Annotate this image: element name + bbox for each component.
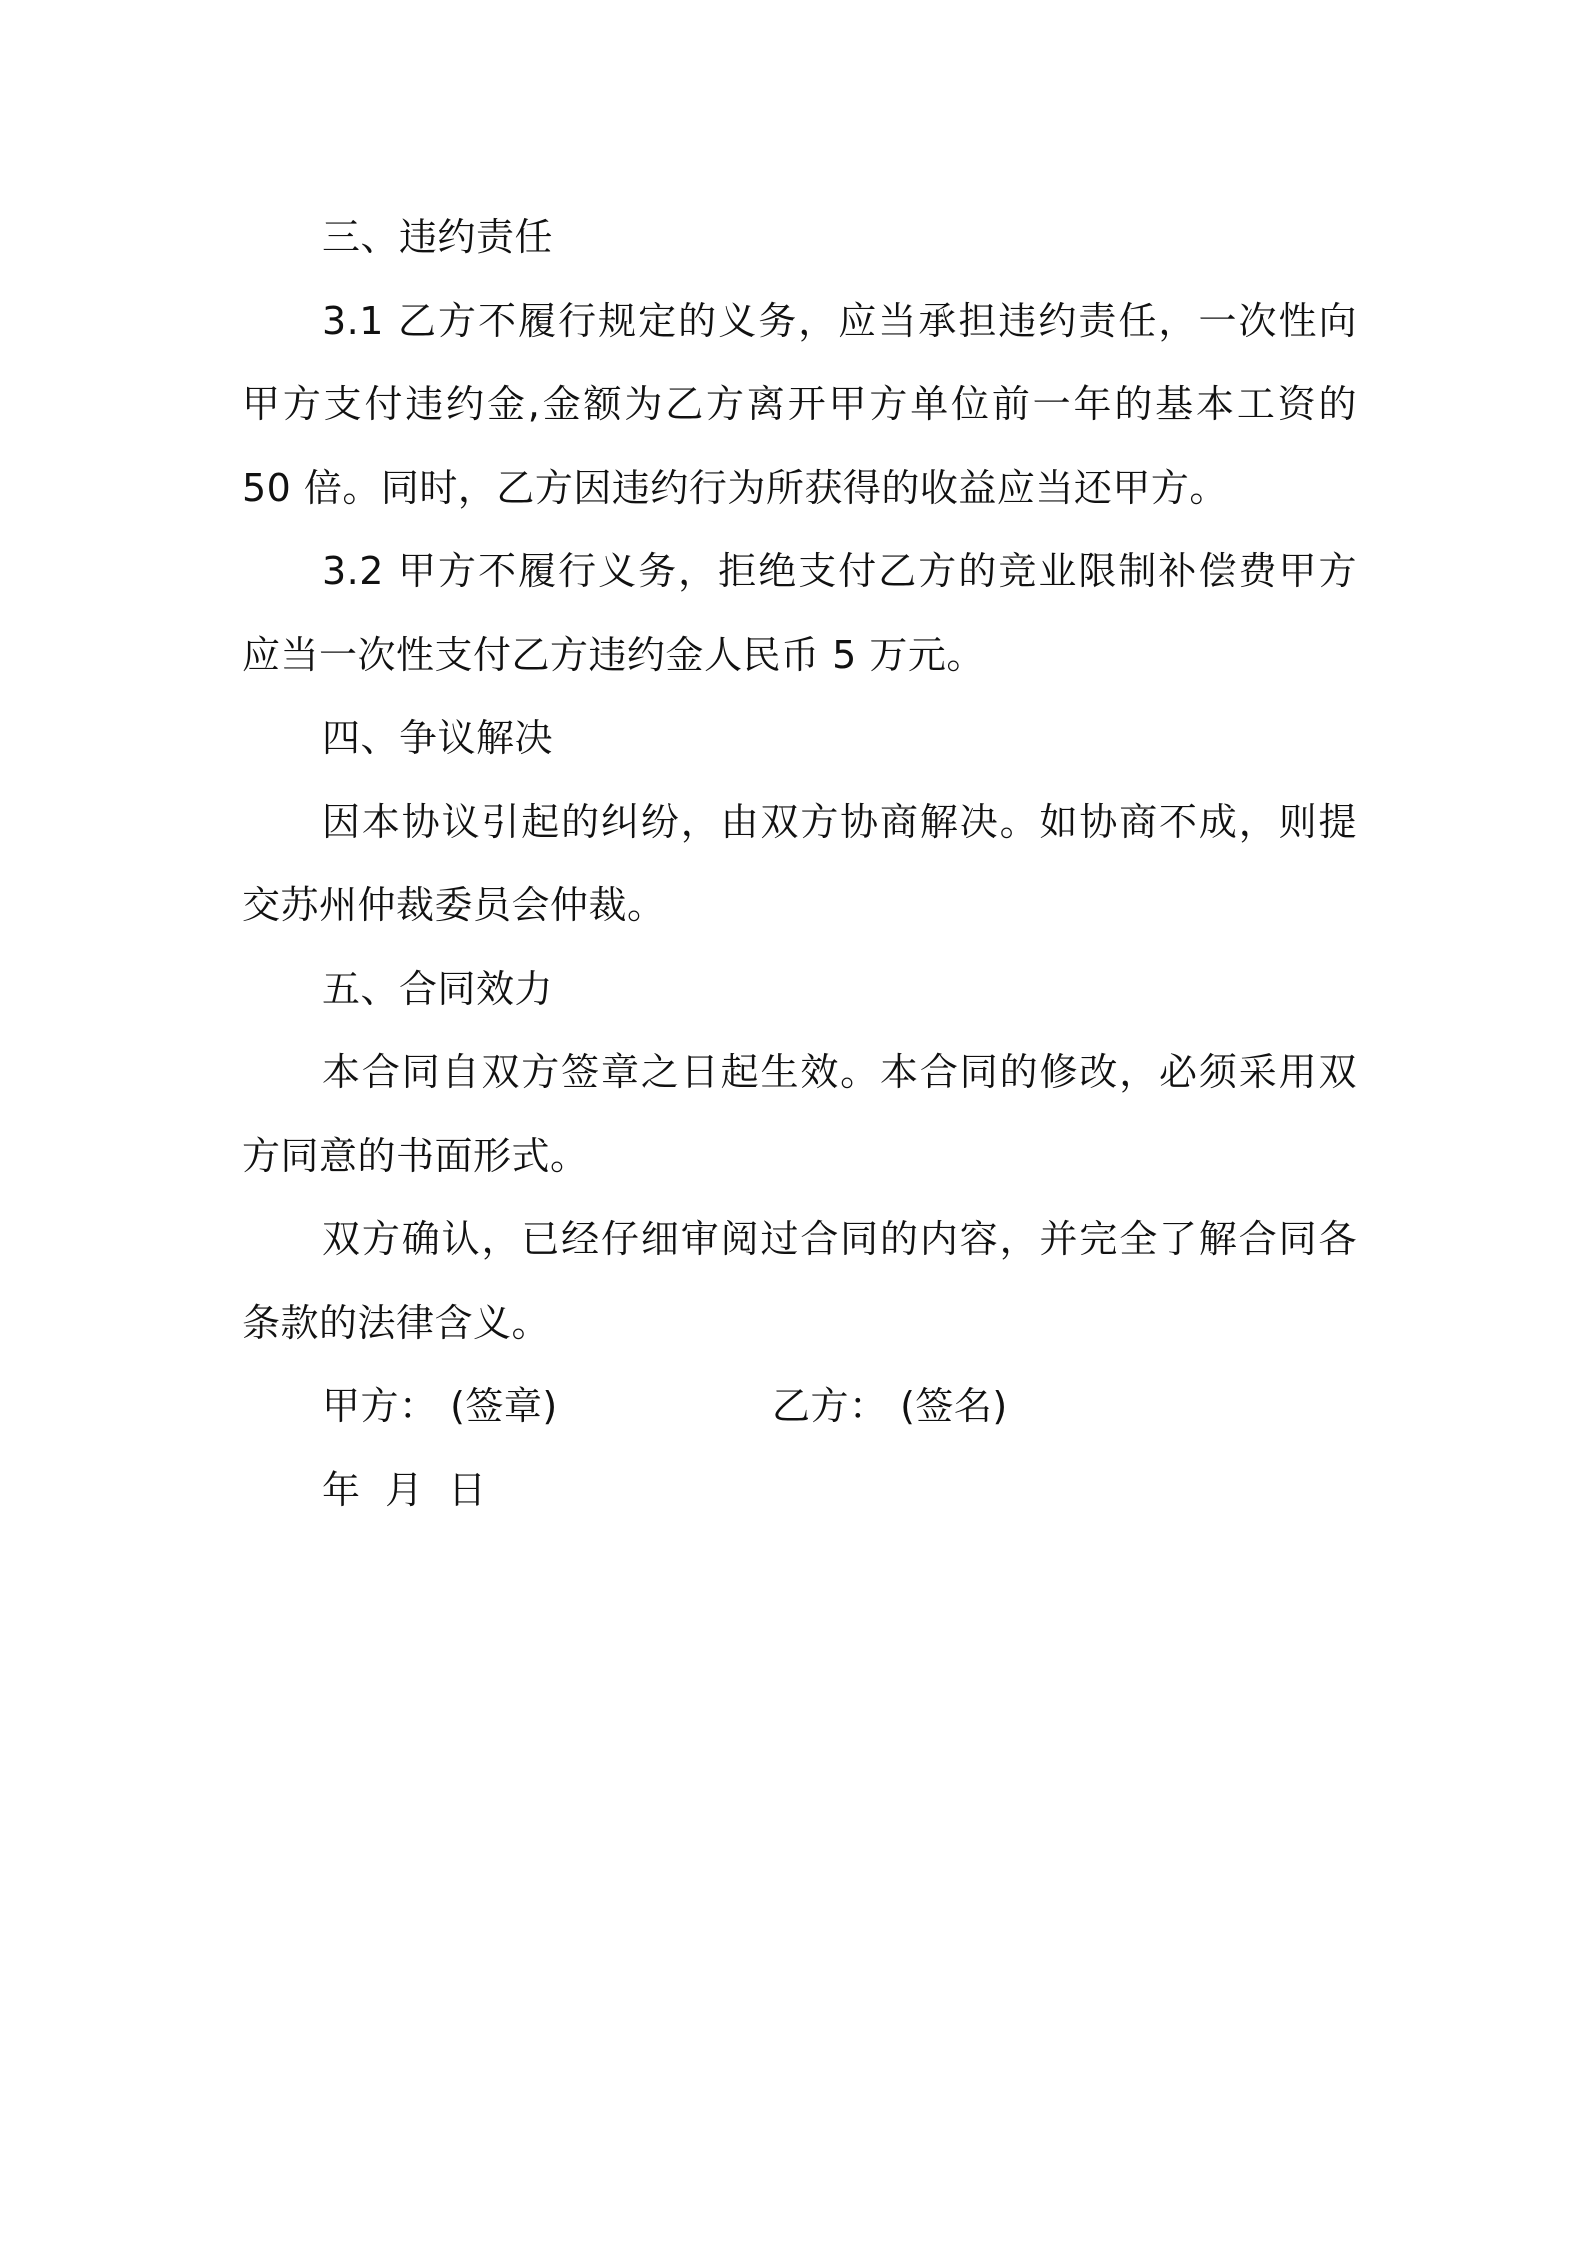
dispute-line-2: 交苏州仲裁委员会仲裁。 (242, 883, 666, 927)
section-heading-dispute: 四、争议解决 (322, 716, 554, 760)
clause-3-1-line-3: 50 倍。同时，乙方因违约行为所获得的收益应当还甲方。 (242, 465, 1228, 510)
clause-3-2-line-1: 3.2 甲方不履行义务，拒绝支付乙方的竞业限制补偿费甲方 (322, 549, 1357, 593)
clause-3-1-line-1: 3.1 乙方不履行规定的义务，应当承担违约责任，一次性向 (322, 298, 1357, 343)
confirmation-line-1: 双方确认，已经仔细审阅过合同的内容，并完全了解合同各 (322, 1217, 1357, 1261)
confirmation-line-2: 条款的法律含义。 (242, 1300, 551, 1345)
section-heading-validity: 五、合同效力 (322, 966, 554, 1011)
dispute-line-1: 因本协议引起的纠纷，由双方协商解决。如协商不成，则提 (322, 799, 1357, 844)
section-heading-liability: 三、违约责任 (322, 215, 554, 259)
party-b-signature: 乙方： (签名) (772, 1384, 1008, 1428)
validity-line-2: 方同意的书面形式。 (242, 1133, 589, 1178)
clause-3-2-line-2: 应当一次性支付乙方违约金人民币 5 万元。 (242, 632, 985, 677)
party-a-signature: 甲方： (签章) (322, 1384, 558, 1428)
validity-line-1: 本合同自双方签章之日起生效。本合同的修改，必须采用双 (322, 1050, 1357, 1094)
clause-3-1-line-2: 甲方支付违约金,金额为乙方离开甲方单位前一年的基本工资的 (242, 382, 1357, 426)
document-body (242, 196, 1357, 1532)
signature-row (242, 1365, 1357, 1449)
date-line: 年 月 日 (322, 1467, 487, 1512)
